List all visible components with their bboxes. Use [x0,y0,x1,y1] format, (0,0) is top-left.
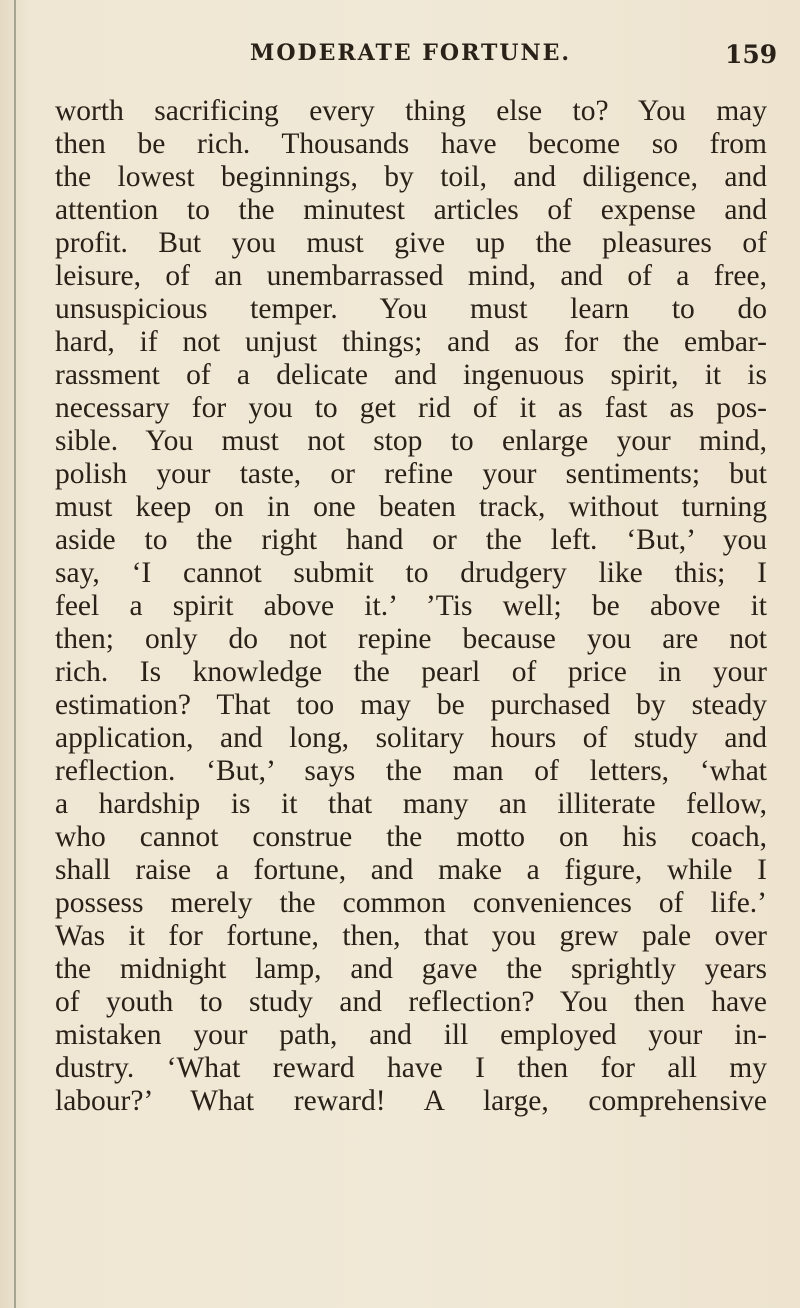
text-line: a hardship is it that many an illiterate fellow, [55,788,767,820]
text-line: rich. Is knowledge the pearl of price in your [55,656,767,688]
text-line: reflection. ‘But,’ says the man of letters, ‘what [55,755,767,787]
text-line: leisure, of an unembarrassed mind, and of a free, [55,260,767,292]
text-line: necessary for you to get rid of it as fast as pos- [55,392,767,424]
running-head: MODERATE FORTUNE. [250,40,572,66]
text-line: then be rich. Thousands have become so from [55,128,767,160]
text-line: the midnight lamp, and gave the sprightly years [55,953,767,985]
text-line: mistaken your path, and ill employed your in- [55,1019,767,1051]
text-line: the lowest beginnings, by toil, and diligence, and [55,161,767,193]
text-line: must keep on in one beaten track, without turning [55,491,767,523]
text-line: polish your taste, or refine your sentiments; but [55,458,767,490]
text-line: profit. But you must give up the pleasures of [55,227,767,259]
text-line: feel a spirit above it.’ ’Tis well; be above it [55,590,767,622]
text-line: worth sacrificing every thing else to? You may [55,95,767,127]
text-line: rassment of a delicate and ingenuous spirit, it is [55,359,767,391]
text-line: possess merely the common conveniences of life.’ [55,887,767,919]
text-line: unsuspicious temper. You must learn to do [55,293,767,325]
text-line: of youth to study and reflection? You then have [55,986,767,1018]
text-line: estimation? That too may be purchased by steady [55,689,767,721]
text-line: say, ‘I cannot submit to drudgery like this; I [55,557,767,589]
text-line: who cannot construe the motto on his coach, [55,821,767,853]
text-line: application, and long, solitary hours of study and [55,722,767,754]
page-number: 159 [725,40,778,69]
text-line: Was it for fortune, then, that you grew pale over [55,920,767,952]
text-line: labour?’ What reward! A large, comprehensive [55,1085,767,1117]
text-line: sible. You must not stop to enlarge your mind, [55,425,767,457]
text-line: aside to the right hand or the left. ‘But,’ you [55,524,767,556]
text-line: then; only do not repine because you are not [55,623,767,655]
page-edge-shadow [14,0,16,1308]
text-line: dustry. ‘What reward have I then for all my [55,1052,767,1084]
text-line: attention to the minutest articles of expense and [55,194,767,226]
text-line: shall raise a fortune, and make a figure, while I [55,854,767,886]
text-line: hard, if not unjust things; and as for the embar- [55,326,767,358]
body-text [55,95,767,1118]
